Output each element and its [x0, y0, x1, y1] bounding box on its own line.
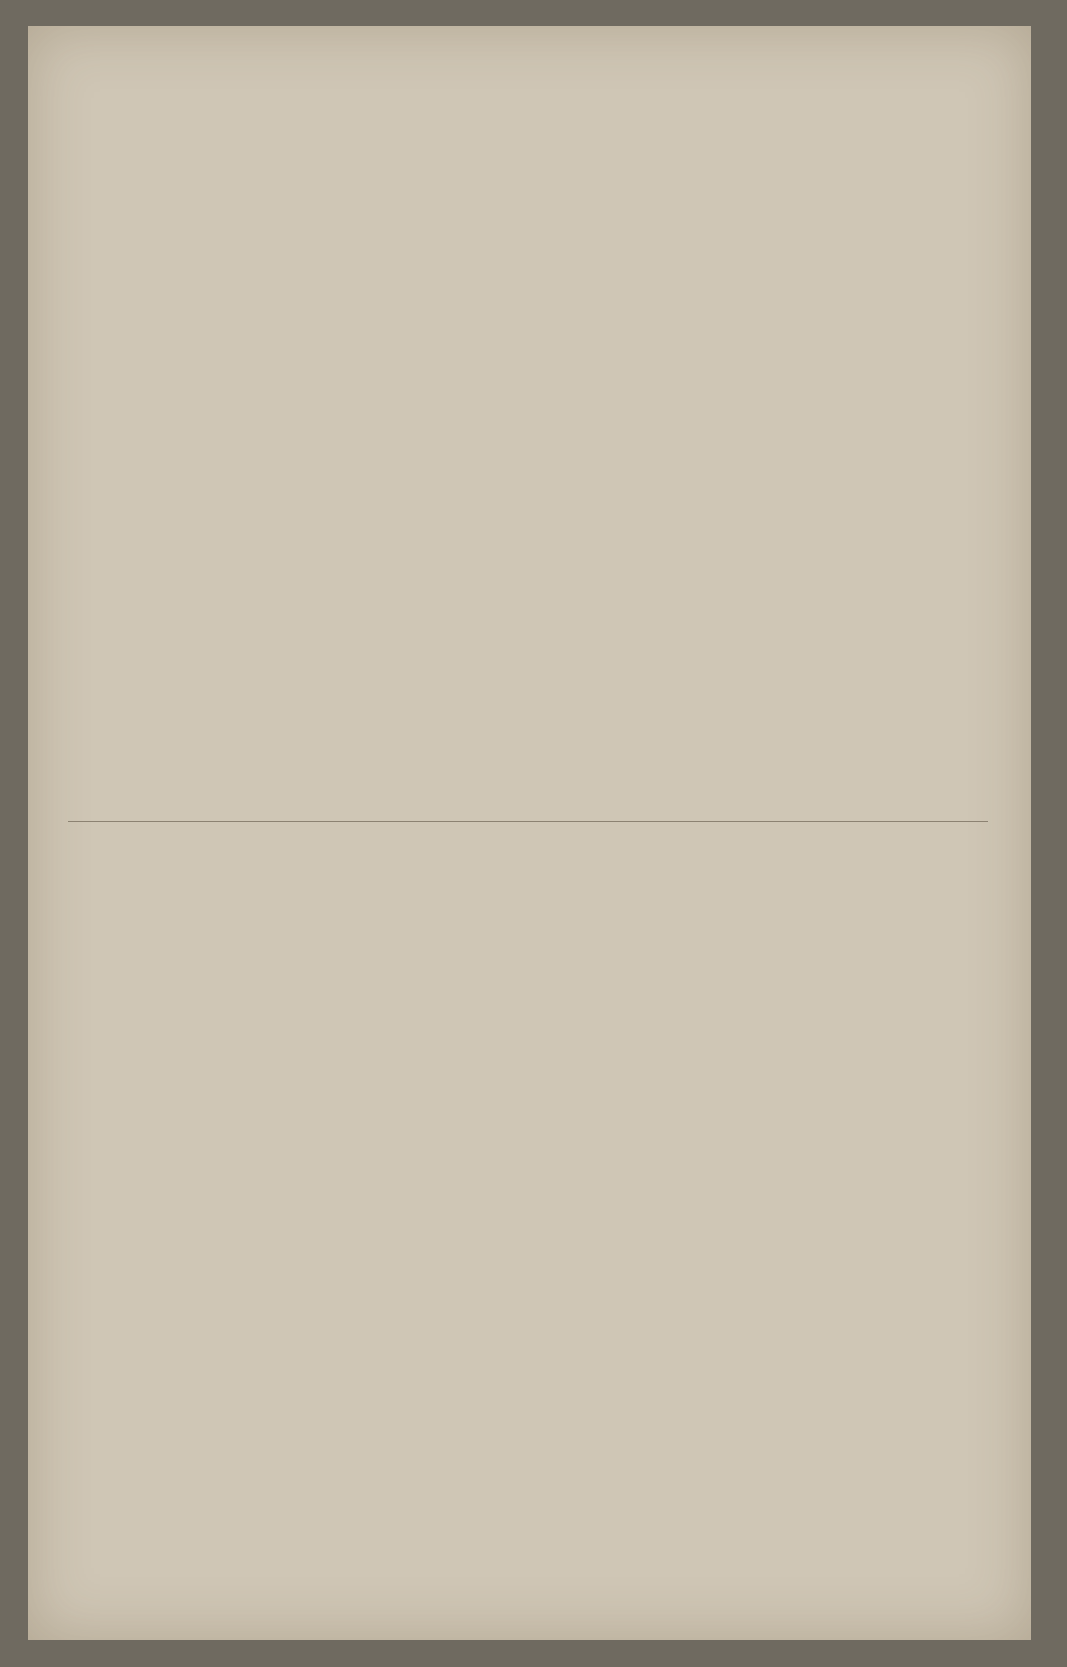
summary-paragraph: [80, 258, 203, 818]
article-body: [213, 906, 336, 1556]
section-divider: [68, 821, 988, 822]
tin-paragraph: [872, 856, 995, 1556]
scanned-page: [28, 26, 1031, 1640]
